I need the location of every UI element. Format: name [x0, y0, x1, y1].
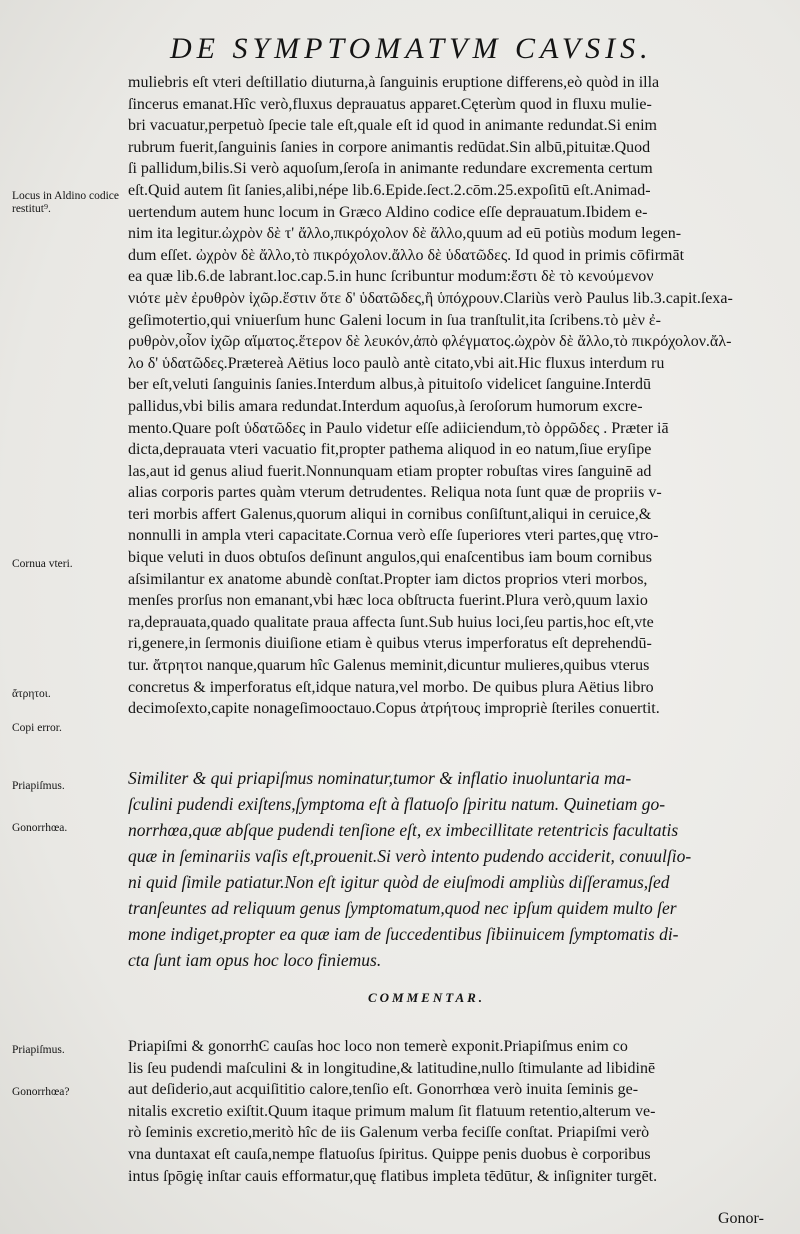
catchword: Gonor-: [718, 1210, 764, 1227]
text-line: rò ſeminis excretio,meritò hîc de iis Galenum verba feciſſe conſtat. Priapiſmi verò: [128, 1124, 650, 1142]
text-line: tranſeuntes ad reliquum genus ſymptomatum,quod nec ipſum quidem multo ſer: [128, 898, 677, 918]
margin-note-gonorrhoea: Gonorrhœa.: [12, 822, 68, 834]
text-line: rubrum fuerit,ſanguinis ſanies in corpore animantis redūdat.Sin albū,pituitæ.Quod: [128, 138, 651, 156]
text-line: decimoſexto,capite nonageſimooctauo.Copus ἀτρήτους impropriè ſteriles conuertit.: [128, 700, 660, 718]
margin-note-gonorrhoea-2: Gonorrhœa?: [12, 1086, 70, 1098]
running-head: DE SYMPTOMATVM CAVSIS.: [170, 32, 653, 65]
text-line: λο δ' ὑδατῶδες.Prætereà Aëtius loco paulò antè citato,vbi ait.Hic fluxus interdum ru: [128, 354, 665, 372]
text-line: nim ita legitur.ὠχρὸν δὲ τ' ἄλλο,πικρόχολον δὲ ἄλλο,quum ad eū potiùs modum legen-: [128, 225, 682, 243]
text-line: nonnulli in ampla vteri capacitate.Cornua verò eſſe ſuperiores vteri partes,quę vtro-: [128, 527, 659, 545]
text-line: Priapiſmi & gonorrhϾ cauſas hoc loco non temerè exponit.Priapiſmus enim co: [128, 1038, 628, 1055]
text-line: ri,genere,in ſermonis diuiſione etiam è quibus vterus imperforatus eſt deprehendū-: [128, 635, 652, 653]
commentary-block-1: [128, 72, 776, 720]
text-line: ra,deprauata,quado qualitate praua affecta ſunt.Sub huius loci,ſeu partis,hoc eſt,vte: [128, 613, 654, 631]
text-line: mento.Quare poſt ὑδατῶδες in Paulo videtur eſſe adiiciendum,τὸ ὀρρῶδες . Præter iā: [128, 419, 669, 437]
text-line: νιότε μὲν ἐρυθρὸν ἰχῶρ.ἔστιν ὅτε δ' ὑδατῶδες,ἢ ὑπόχρουν.Clariùs verò Paulus lib.3.capit.ſexa-: [128, 289, 733, 307]
text-line: ni quid ſimile patiatur.Non eſt igitur quòd de eiuſmodi ampliùs diſſeramus,ſed: [128, 872, 670, 892]
text-line: tur. ἄτρητοι nanque,quarum hîc Galenus meminit,dicuntur mulieres,quibus vterus: [128, 657, 650, 675]
text-line: eſt.Quid autem ſit ſanies,alibi,népe lib.6.Epide.ſect.2.cōm.25.expoſitū eſt.Animad-: [128, 181, 651, 199]
margin-note-locus: Locus in Aldino codice restitut⁹.: [12, 190, 119, 215]
margin-note-priapismus: Priapiſmus.: [12, 780, 65, 792]
text-line: vna duntaxat eſt cauſa,nempe flatuoſus ſpiritus. Quippe penis duobus è corporibus: [128, 1145, 651, 1163]
text-line: norrhœa,quæ abſque pudendi tenſione eſt, ex imbecillitate retentricis facultatis: [128, 820, 679, 840]
text-line: aut deſiderio,aut acquiſititio calore,tenſio eſt. Gonorrhœa verò inuita ſeminis ge-: [128, 1081, 639, 1099]
commentary-heading: COMMENTAR.: [368, 990, 486, 1005]
text-line: dicta,deprauata vteri vacuatio fit,propter pathema aliquod in eo natum,ſiue eryſipe: [128, 441, 652, 459]
text-line: concretus & imperforatus eſt,idque natura,vel morbo. De quibus plura Aëtius libro: [128, 678, 654, 696]
text-line: ea quæ lib.6.de labrant.loc.cap.5.in hunc ſcribuntur modum:ἔστι δὲ τὸ κενούμενον: [128, 268, 654, 286]
margin-note-copi: Copi error.: [12, 722, 62, 734]
text-line: mone indiget,propter ea quæ iam de ſuccedentibus ſibiinuicem ſymptomatis di-: [128, 924, 679, 944]
text-line: uertendum autem hunc locum in Græco Aldino codice eſſe deprauatum.Ibidem e-: [128, 203, 648, 221]
margin-note-priapismus-2: Priapiſmus.: [12, 1044, 65, 1056]
text-line: teri morbis affert Galenus,quorum aliqui in cornibus conſiſtunt,aliqui in ceruice,&: [128, 505, 652, 523]
text-line: quæ in ſeminariis vaſis eſt,prouenit.Si verò intento pudendo acciderit, conuulſio-: [128, 846, 692, 866]
commentary-block-2: [128, 1036, 776, 1187]
text-line: las,aut id genus aliud fuerit.Nonnunquam etiam propter robuſtas vires ſanguinē ad: [128, 462, 652, 480]
text-line: ſculini pudendi exiſtens,ſymptoma eſt à flatuoſo ſpiritu natum. Quinetiam go-: [128, 794, 666, 814]
text-line: nitalis excretio exiſtit.Quum itaque primum malum ſit flatuum retentio,alterum ve-: [128, 1102, 656, 1120]
text-line: menſes prorſus non emanant,vbi hæc loca obſtructa fuerint.Plura verò,quum laxio: [128, 592, 648, 610]
text-line: bique veluti in duos obtuſos deſinunt angulos,qui enaſcentibus iam boum cornibus: [128, 549, 652, 567]
text-line: muliebris eſt vteri deſtillatio diuturna,à ſanguinis eruptione differens,eò quòd in illa: [128, 74, 660, 91]
text-line: intus ſpōgię inſtar cauis efformatur,quę flatibus impleta tēdūtur, & inſigniter turgēt.: [128, 1167, 658, 1185]
text-line: ſi pallidum,bilis.Si verò aquoſum,ſeroſa in animante redundare excrementa certum: [128, 160, 653, 178]
text-line: ρυθρὸν,οἷον ἰχῶρ αἵματος.ἕτερον δὲ λευκόν,ἀπὸ φλέγματος.ὠχρὸν δὲ ἄλλο,τὸ πικρόχολον.ἄλ-: [128, 333, 732, 351]
text-line: ſincerus emanat.Hîc verò,fluxus deprauatus apparet.Cęterùm quod in fluxu mulie-: [128, 95, 652, 113]
galen-text-block: [128, 765, 776, 973]
text-line: cta ſunt iam opus hoc loco finiemus.: [128, 950, 382, 970]
text-line: aſsimilantur ex anatome abundè conſtat.Propter iam dictos proprios vteri morbos,: [128, 570, 648, 588]
text-line: lis ſeu pudendi maſculini & in longitudine,& latitudine,nullo ſtimulante ad libidinē: [128, 1059, 656, 1077]
text-line: bri vacuatur,perpetuò ſpecie tale eſt,quale eſt id quod in animante redundat.Si enim: [128, 117, 657, 135]
margin-note-atretoi: ἄτρητοι.: [12, 688, 51, 700]
text-line: pallidus,vbi bilis amara redundat.Interdum aquoſus,à ſeroſorum humorum excre-: [128, 397, 643, 415]
text-line: geſimotertio,qui vniuerſum hunc Galeni locum in ſua tranſtulit,ita ſcribens.τὸ μὲν ἐ-: [128, 311, 661, 329]
text-line: Similiter & qui priapiſmus nominatur,tumor & inflatio inuoluntaria ma-: [128, 768, 632, 788]
margin-note-cornua: Cornua vteri.: [12, 558, 73, 570]
text-line: dum eſſet. ὠχρὸν δὲ ἄλλο,τὸ πικρόχολον.ἄλλο δὲ ὑδατῶδες. Id quod in primis cōfirmāt: [128, 246, 685, 264]
text-line: alias corporis partes quàm vterum detrudentes. Reliqua nota ſunt quæ de propriis v-: [128, 484, 662, 502]
text-line: ber eſt,veluti ſanguinis ſanies.Interdum albus,à pituitoſo videlicet ſanguine.Interdū: [128, 376, 651, 394]
